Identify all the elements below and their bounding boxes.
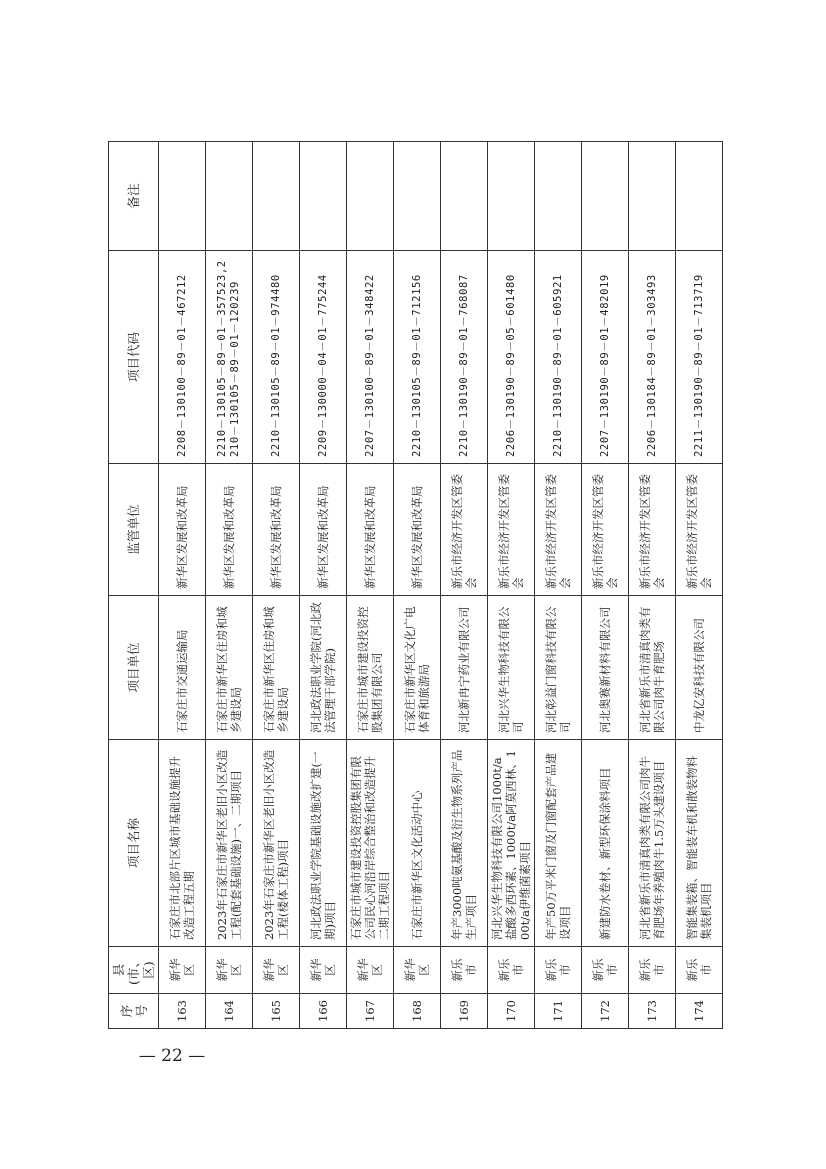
cell-unit: 石家庄市城市建设投资控股集团有限公司	[347, 596, 394, 740]
cell-remark	[441, 142, 488, 251]
cell-seq: 164	[206, 994, 253, 1029]
cell-unit: 河北新冉宁药业有限公司	[441, 596, 488, 740]
cell-county: 新华区	[159, 947, 206, 994]
cell-supervisor: 新乐市经济开发区管委会	[676, 464, 723, 596]
cell-county: 新乐市	[582, 947, 629, 994]
cell-county: 新乐市	[441, 947, 488, 994]
cell-name: 河北政法职业学院基础设施改扩建(一期)项目	[300, 740, 347, 947]
cell-code: 2207－130100－89－01－348422	[347, 251, 394, 464]
cell-supervisor: 新乐市经济开发区管委会	[488, 464, 535, 596]
cell-unit: 石家庄市新华区文化广电体育和旅游局	[394, 596, 441, 740]
cell-code: 2207－130190－89－01－482019	[582, 251, 629, 464]
table-row	[253, 142, 300, 1029]
cell-remark	[300, 142, 347, 251]
cell-supervisor: 新乐市经济开发区管委会	[441, 464, 488, 596]
cell-supervisor: 新华区发展和改革局	[253, 464, 300, 596]
table-row	[394, 142, 441, 1029]
cell-unit: 河北省新乐市清真肉类有限公司肉牛育肥场	[629, 596, 676, 740]
page-number: — 22 —	[138, 1046, 206, 1066]
cell-remark	[159, 142, 206, 251]
table-header-row	[109, 142, 159, 1029]
cell-seq: 167	[347, 994, 394, 1029]
cell-county: 新华区	[206, 947, 253, 994]
cell-name: 年产3000吨氨基酸及衍生物系列产品生产项目	[441, 740, 488, 947]
cell-name: 新建防水卷材、新型环保涂料项目	[582, 740, 629, 947]
table-row	[535, 142, 582, 1029]
cell-name: 河北省新乐市清真肉类有限公司肉牛育肥场年养殖肉牛1.5万头建设项目	[629, 740, 676, 947]
cell-unit: 石家庄市交通运输局	[159, 596, 206, 740]
cell-unit: 中龙亿安科技有限公司	[676, 596, 723, 740]
table-row	[676, 142, 723, 1029]
cell-code: 2210－130190－89－01－768087	[441, 251, 488, 464]
cell-unit: 石家庄市新华区住房和城乡建设局	[253, 596, 300, 740]
header-name: 项目名称	[109, 740, 159, 947]
table-row	[629, 142, 676, 1029]
cell-name: 石家庄市北部片区城市基础设施提升改造工程五期	[159, 740, 206, 947]
cell-code: 2206－130190－89－05－601480	[488, 251, 535, 464]
header-code: 项目代码	[109, 251, 159, 464]
cell-code: 2210－130105－89－01－712156	[394, 251, 441, 464]
cell-county: 新华区	[300, 947, 347, 994]
cell-supervisor: 新乐市经济开发区管委会	[629, 464, 676, 596]
cell-code: 2209－130000－04－01－775244	[300, 251, 347, 464]
cell-county: 新乐市	[629, 947, 676, 994]
cell-county: 新乐市	[676, 947, 723, 994]
cell-code: 2210－130105－89－01－357523,2210－130105－89－01－120239	[206, 251, 253, 464]
table-body	[159, 142, 723, 1029]
cell-remark	[582, 142, 629, 251]
cell-unit: 石家庄市新华区住房和城乡建设局	[206, 596, 253, 740]
cell-code: 2210－130190－89－01－605921	[535, 251, 582, 464]
cell-name: 石家庄市新华区文化活动中心	[394, 740, 441, 947]
cell-code: 2208－130100－89－01－467212	[159, 251, 206, 464]
cell-seq: 171	[535, 994, 582, 1029]
table-row	[347, 142, 394, 1029]
cell-supervisor: 新华区发展和改革局	[159, 464, 206, 596]
cell-unit: 河北奥赛新材料有限公司	[582, 596, 629, 740]
cell-remark	[535, 142, 582, 251]
cell-seq: 169	[441, 994, 488, 1029]
project-table	[108, 141, 723, 1029]
cell-remark	[253, 142, 300, 251]
cell-remark	[347, 142, 394, 251]
cell-code: 2210－130105－89－01－974480	[253, 251, 300, 464]
cell-seq: 168	[394, 994, 441, 1029]
cell-remark	[488, 142, 535, 251]
cell-name: 河北兴华生物科技有限公司1000t/a盐酸多西环素、1000t/a阿莫西林、100t/a伊维菌素项目	[488, 740, 535, 947]
cell-seq: 166	[300, 994, 347, 1029]
cell-seq: 170	[488, 994, 535, 1029]
table-row	[582, 142, 629, 1029]
header-supervisor: 监管单位	[109, 464, 159, 596]
header-unit: 项目单位	[109, 596, 159, 740]
cell-county: 新华区	[253, 947, 300, 994]
table-row	[159, 142, 206, 1029]
cell-supervisor: 新华区发展和改革局	[300, 464, 347, 596]
table-row	[488, 142, 535, 1029]
cell-supervisor: 新华区发展和改革局	[347, 464, 394, 596]
cell-unit: 河北彰益门窗科技有限公司	[535, 596, 582, 740]
cell-unit: 河北政法职业学院(河北政法管理干部学院)	[300, 596, 347, 740]
cell-county: 新乐市	[488, 947, 535, 994]
rotated-table-container	[108, 142, 717, 1029]
cell-county: 新华区	[394, 947, 441, 994]
cell-name: 石家庄市城市建设投资控股集团有限公司民心河沿岸综合整治和改造提升二期工程项目	[347, 740, 394, 947]
cell-supervisor: 新华区发展和改革局	[206, 464, 253, 596]
cell-remark	[394, 142, 441, 251]
cell-code: 2206－130184－89－01－303493	[629, 251, 676, 464]
cell-county: 新华区	[347, 947, 394, 994]
cell-name: 智能集装箱、智能装车机和散装物料集装机项目	[676, 740, 723, 947]
table-row	[300, 142, 347, 1029]
cell-unit: 河北兴华生物科技有限公司	[488, 596, 535, 740]
cell-supervisor: 新乐市经济开发区管委会	[582, 464, 629, 596]
table-row	[206, 142, 253, 1029]
cell-seq: 173	[629, 994, 676, 1029]
cell-seq: 163	[159, 994, 206, 1029]
cell-supervisor: 新华区发展和改革局	[394, 464, 441, 596]
cell-seq: 165	[253, 994, 300, 1029]
table-row	[441, 142, 488, 1029]
cell-county: 新乐市	[535, 947, 582, 994]
cell-seq: 174	[676, 994, 723, 1029]
cell-remark	[629, 142, 676, 251]
cell-name: 2023年石家庄市新华区老旧小区改造工程(楼体工程)项目	[253, 740, 300, 947]
cell-code: 2211－130190－89－01－713719	[676, 251, 723, 464]
cell-seq: 172	[582, 994, 629, 1029]
cell-remark	[206, 142, 253, 251]
header-county: 县 (市、区)	[109, 947, 159, 994]
cell-remark	[676, 142, 723, 251]
cell-supervisor: 新乐市经济开发区管委会	[535, 464, 582, 596]
header-seq: 序号	[109, 994, 159, 1029]
cell-name: 年产50万平米门窗及门窗配套产品建设项目	[535, 740, 582, 947]
cell-name: 2023年石家庄市新华区老旧小区改造工程(配套基础设施)一、二期项目	[206, 740, 253, 947]
header-remark: 备注	[109, 142, 159, 251]
